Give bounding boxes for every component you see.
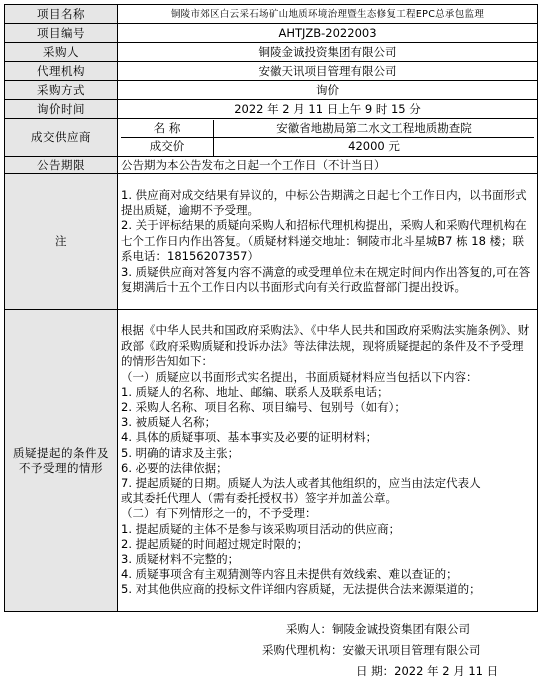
condition-line: 4. 质疑事项含有主观猜测等内容且未提供有效线索、难以查证的； bbox=[121, 567, 458, 582]
period-value: 公告期为本公告发布之日起一个工作日（不计当日） bbox=[118, 157, 538, 174]
supplier-name-value: 安徽省地勘局第二水文工程地质勘查院 bbox=[214, 120, 535, 138]
supplier-label: 成交供应商 bbox=[5, 119, 118, 157]
condition-line: 3. 质疑材料不完整的； bbox=[121, 552, 240, 567]
footer-date: 日 期：2022 年 2 月 11 日 bbox=[356, 664, 499, 678]
purchaser-value: 铜陵金诚投资集团有限公司 bbox=[118, 43, 538, 62]
row-notes bbox=[5, 174, 538, 310]
condition-line: 或其委托代理人（需有委托授权书）签字并加盖公章。 bbox=[121, 491, 397, 506]
condition-line: 6. 必要的法律依据； bbox=[121, 460, 228, 475]
condition-line: （一）质疑应以书面形式实名提出，书面质疑材料应当包括以下内容： bbox=[121, 369, 478, 384]
row-method bbox=[5, 81, 538, 100]
row-project-name bbox=[5, 5, 538, 24]
condition-line: 1. 提起质疑的主体不是参与该采购项目活动的供应商； bbox=[121, 521, 401, 536]
footer-agency: 采购代理机构：安徽天讯项目管理有限公司 bbox=[262, 643, 481, 657]
row-time bbox=[5, 100, 538, 119]
condition-line: （二）有下列情形之一的，不予受理： bbox=[121, 506, 317, 521]
time-label: 询价时间 bbox=[5, 100, 118, 119]
project-no-value: AHTJZB-2022003 bbox=[118, 24, 538, 43]
footer-purchaser: 采购人：铜陵金诚投资集团有限公司 bbox=[286, 622, 470, 636]
conditions-intro: 根据《中华人民共和国政府采购法》、《中华人民共和国政府采购法实施条例》、财政部《政府采购质疑和投诉办法》等法律法规，现将质疑提起的条件及不予受理的情形告知如下： bbox=[121, 323, 530, 369]
row-supplier bbox=[5, 119, 538, 157]
project-name-value: 铜陵市郊区白云采石场矿山地质环境治理暨生态修复工程EPC总承包监理 bbox=[118, 5, 538, 24]
condition-line: 4. 具体的质疑事项、基本事实及必要的证明材料； bbox=[121, 430, 378, 445]
row-project-no bbox=[5, 24, 538, 43]
period-label: 公告期限 bbox=[5, 157, 118, 174]
condition-line: 7. 提起质疑的日期。质疑人为法人或者其他组织的，应当由法定代表人 bbox=[121, 476, 481, 490]
supplier-price-label: 成交价 bbox=[121, 138, 214, 156]
condition-line: 5. 明确的请求及主张； bbox=[121, 445, 240, 460]
row-conditions bbox=[5, 310, 538, 612]
method-value: 询价 bbox=[118, 81, 538, 100]
notes-label: 注 bbox=[5, 174, 118, 310]
note-item: 2. 关于评标结果的质疑向采购人和招标代理机构提出，采购人和采购代理机构在七个工作日内作出答复。（质疑材料递交地址：铜陵市北斗星城B7 栋 18 楼；联系电话：18156207357） bbox=[121, 218, 527, 264]
announcement-table bbox=[4, 4, 538, 612]
supplier-subtable bbox=[121, 120, 534, 156]
announcement-document bbox=[4, 4, 538, 612]
agency-value: 安徽天讯项目管理有限公司 bbox=[118, 62, 538, 81]
method-label: 采购方式 bbox=[5, 81, 118, 100]
notes-cell bbox=[118, 174, 538, 310]
project-name-label: 项目名称 bbox=[5, 5, 118, 24]
row-period bbox=[5, 157, 538, 174]
time-value: 2022 年 2 月 11 日上午 9 时 15 分 bbox=[118, 100, 538, 119]
conditions-cell bbox=[118, 310, 538, 612]
conditions-label: 质疑提起的条件及不予受理的情形 bbox=[5, 310, 118, 612]
supplier-name-label: 名 称 bbox=[121, 120, 214, 138]
condition-line: 2. 提起质疑的时间超过规定时限的； bbox=[121, 536, 309, 551]
condition-line: 3. 被质疑人名称； bbox=[121, 415, 217, 430]
row-agency bbox=[5, 62, 538, 81]
row-purchaser bbox=[5, 43, 538, 62]
note-item: 1. 供应商对成交结果有异议的，中标公告期满之日起七个工作日内，以书面形式提出质疑，逾期不予受理。 bbox=[121, 187, 527, 217]
note-item: 3. 质疑供应商对答复内容不满意的或受理单位未在规定时间内作出答复的,可在答复期满后十五个工作日内以书面形式向有关行政监督部门提出投诉。 bbox=[121, 264, 531, 295]
project-no-label: 项目编号 bbox=[5, 24, 118, 43]
condition-line: 5. 对其他供应商的投标文件详细内容质疑，无法提供合法来源渠道的； bbox=[121, 582, 481, 597]
agency-label: 代理机构 bbox=[5, 62, 118, 81]
condition-line: 2. 采购人名称、项目名称、项目编号、包别号（如有）； bbox=[121, 399, 406, 414]
condition-line: 1. 质疑人的名称、地址、邮编、联系人及联系电话； bbox=[121, 384, 389, 399]
supplier-price-value: 42000 元 bbox=[214, 138, 535, 156]
supplier-cell bbox=[118, 119, 538, 157]
purchaser-label: 采购人 bbox=[5, 43, 118, 62]
